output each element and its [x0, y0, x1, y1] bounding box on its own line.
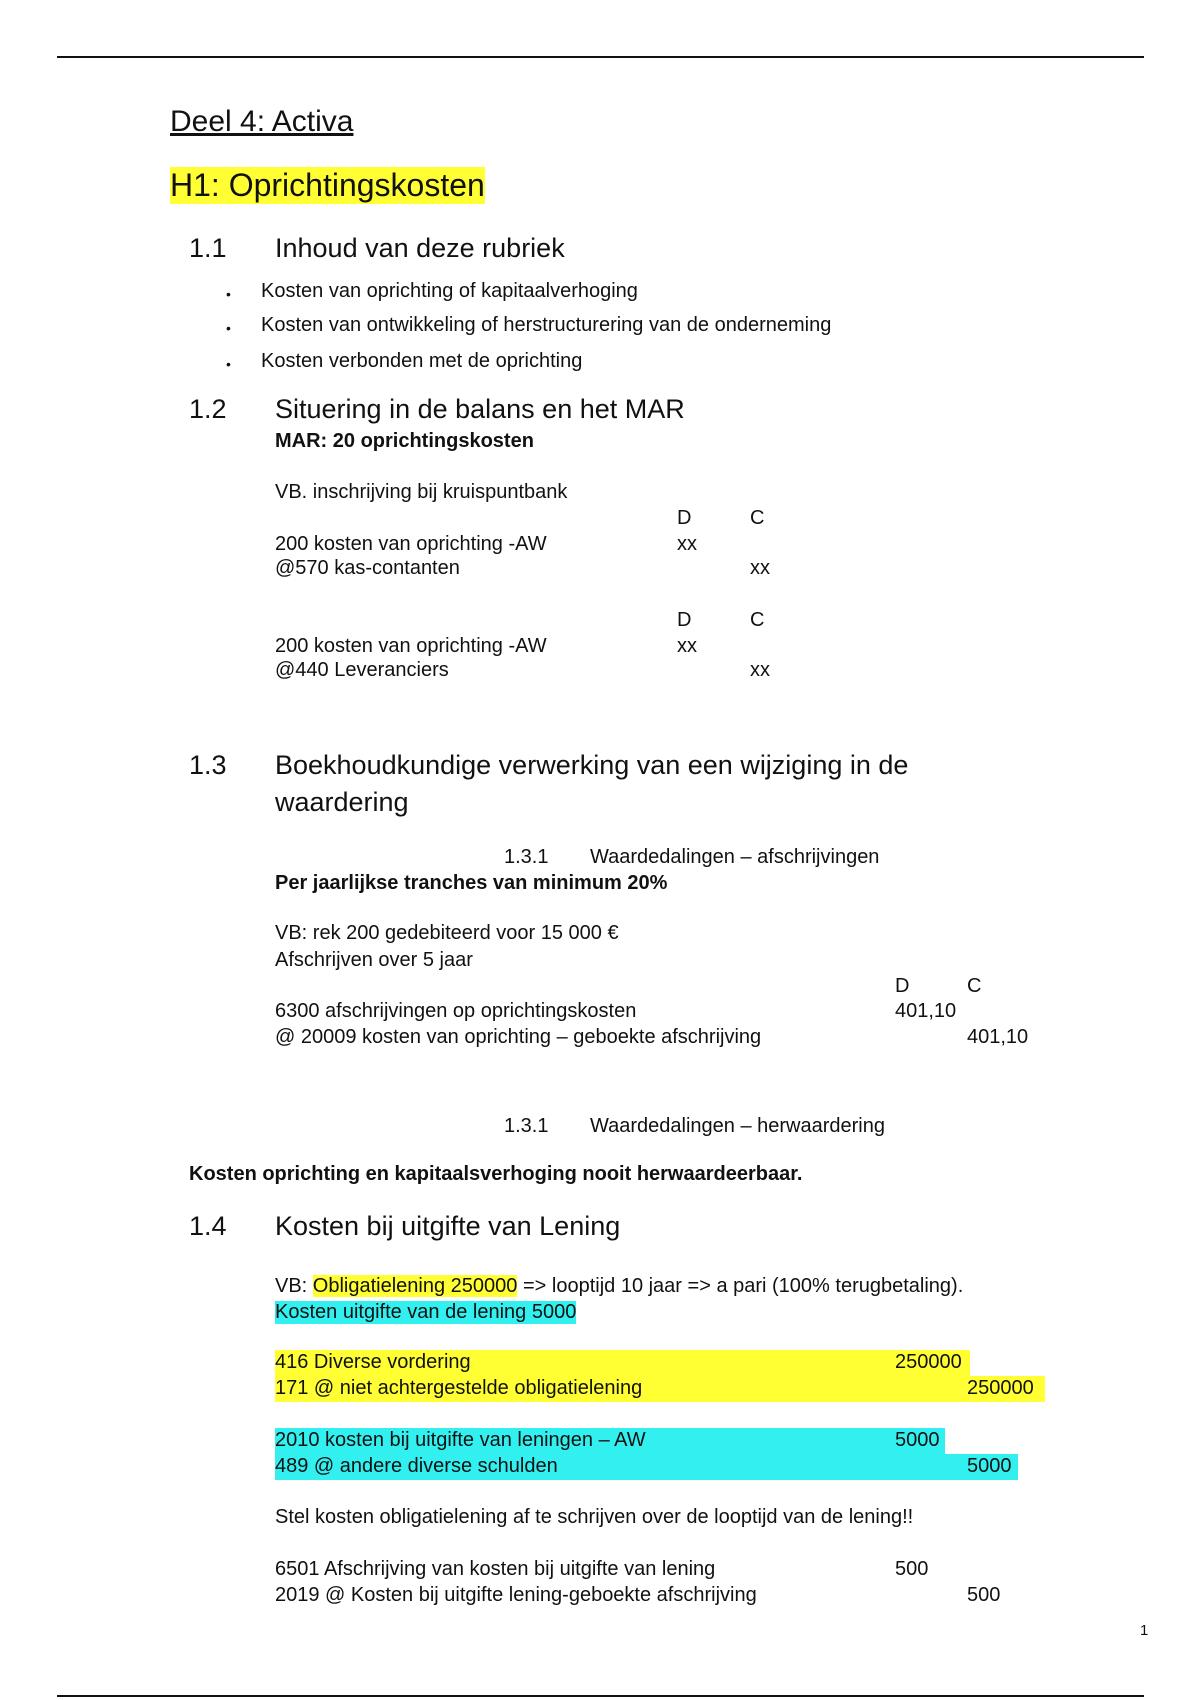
credit-amount: xx [750, 659, 770, 681]
debit-amount: xx [677, 533, 697, 555]
debit-header: D [677, 609, 692, 631]
credit-account: @570 kas-contanten [275, 557, 460, 579]
example-prefix: VB: [275, 1275, 313, 1297]
section-1-4-number: 1.4 [189, 1211, 227, 1241]
credit-account: @440 Leveranciers [275, 659, 449, 681]
credit-account: 171 @ niet achtergestelde obligatielening [275, 1377, 643, 1399]
credit-amount: 250000 [967, 1377, 1034, 1399]
debit-account: 6501 Afschrijving van kosten bij uitgifte van lening [275, 1558, 716, 1580]
debit-account: 416 Diverse vordering [275, 1351, 471, 1373]
list-item: Kosten verbonden met de oprichting [261, 350, 583, 372]
bottom-rule [57, 1695, 1144, 1697]
section-1-3-number: 1.3 [189, 750, 227, 780]
credit-header: C [750, 609, 765, 631]
debit-account: 200 kosten van oprichting -AW [275, 635, 547, 657]
debit-header: D [895, 975, 910, 997]
section-1-1-number: 1.1 [189, 233, 227, 263]
credit-amount: 500 [967, 1584, 1001, 1606]
subsection-number: 1.3.1 [504, 1115, 549, 1137]
section-1-3-title-line-1: Boekhoudkundige verwerking van een wijziging in de [275, 750, 909, 780]
example-line: VB: rek 200 gedebiteerd voor 15 000 € [275, 922, 619, 944]
credit-header: C [967, 975, 982, 997]
credit-amount: 401,10 [967, 1026, 1029, 1048]
debit-amount: 500 [895, 1558, 929, 1580]
debit-amount: 401,10 [895, 1000, 957, 1022]
amortization-note: Stel kosten obligatielening af te schrijven over de looptijd van de lening!! [275, 1506, 914, 1528]
bullet-icon: • [226, 286, 231, 302]
debit-amount: 250000 [895, 1351, 962, 1373]
example-terms: => looptijd 10 jaar => a pari (100% terugbetaling). [517, 1275, 964, 1297]
list-item: Kosten van ontwikkeling of herstructurering van de onderneming [261, 314, 832, 336]
bullet-icon: • [226, 320, 231, 336]
debit-header: D [677, 507, 692, 529]
issue-costs-line: Kosten uitgifte van de lening 5000 [275, 1301, 577, 1323]
top-rule [57, 56, 1144, 58]
credit-amount: 5000 [967, 1455, 1012, 1477]
credit-account: @ 20009 kosten van oprichting – geboekte afschrijving [275, 1026, 762, 1048]
credit-header: C [750, 507, 765, 529]
subsection-title: Waardedalingen – afschrijvingen [590, 846, 880, 868]
mar-reference: MAR: 20 oprichtingskosten [275, 430, 534, 452]
debit-amount: 5000 [895, 1429, 940, 1451]
loan-example [275, 1275, 963, 1298]
section-1-1-title: Inhoud van deze rubriek [275, 233, 565, 263]
list-item: Kosten van oprichting of kapitaalverhoging [261, 280, 638, 302]
chapter-title: H1: Oprichtingskosten [170, 167, 485, 203]
revaluation-note: Kosten oprichting en kapitaalsverhoging nooit herwaardeerbaar. [189, 1163, 803, 1185]
debit-account: 200 kosten van oprichting -AW [275, 533, 547, 555]
page-number: 1 [1140, 1622, 1149, 1639]
debit-account: 2010 kosten bij uitgifte van leningen – AW [275, 1429, 646, 1451]
section-1-4-title: Kosten bij uitgifte van Lening [275, 1211, 621, 1241]
example-label: VB. inschrijving bij kruispuntbank [275, 481, 568, 503]
part-title: Deel 4: Activa [170, 105, 354, 138]
highlighted-loan-amount: Obligatielening 250000 [312, 1275, 518, 1297]
debit-account: 6300 afschrijvingen op oprichtingskosten [275, 1000, 637, 1022]
credit-account: 2019 @ Kosten bij uitgifte lening-geboekte afschrijving [275, 1584, 757, 1606]
rule-text: Per jaarlijkse tranches van minimum 20% [275, 872, 668, 894]
subsection-number: 1.3.1 [504, 846, 549, 868]
section-1-2-title: Situering in de balans en het MAR [275, 394, 685, 424]
debit-amount: xx [677, 635, 697, 657]
section-1-3-title-line-2: waardering [275, 787, 409, 817]
bullet-icon: • [226, 356, 231, 372]
example-line: Afschrijven over 5 jaar [275, 949, 473, 971]
credit-account: 489 @ andere diverse schulden [275, 1455, 558, 1477]
section-1-2-number: 1.2 [189, 394, 227, 424]
credit-amount: xx [750, 557, 770, 579]
subsection-title: Waardedalingen – herwaardering [590, 1115, 885, 1137]
